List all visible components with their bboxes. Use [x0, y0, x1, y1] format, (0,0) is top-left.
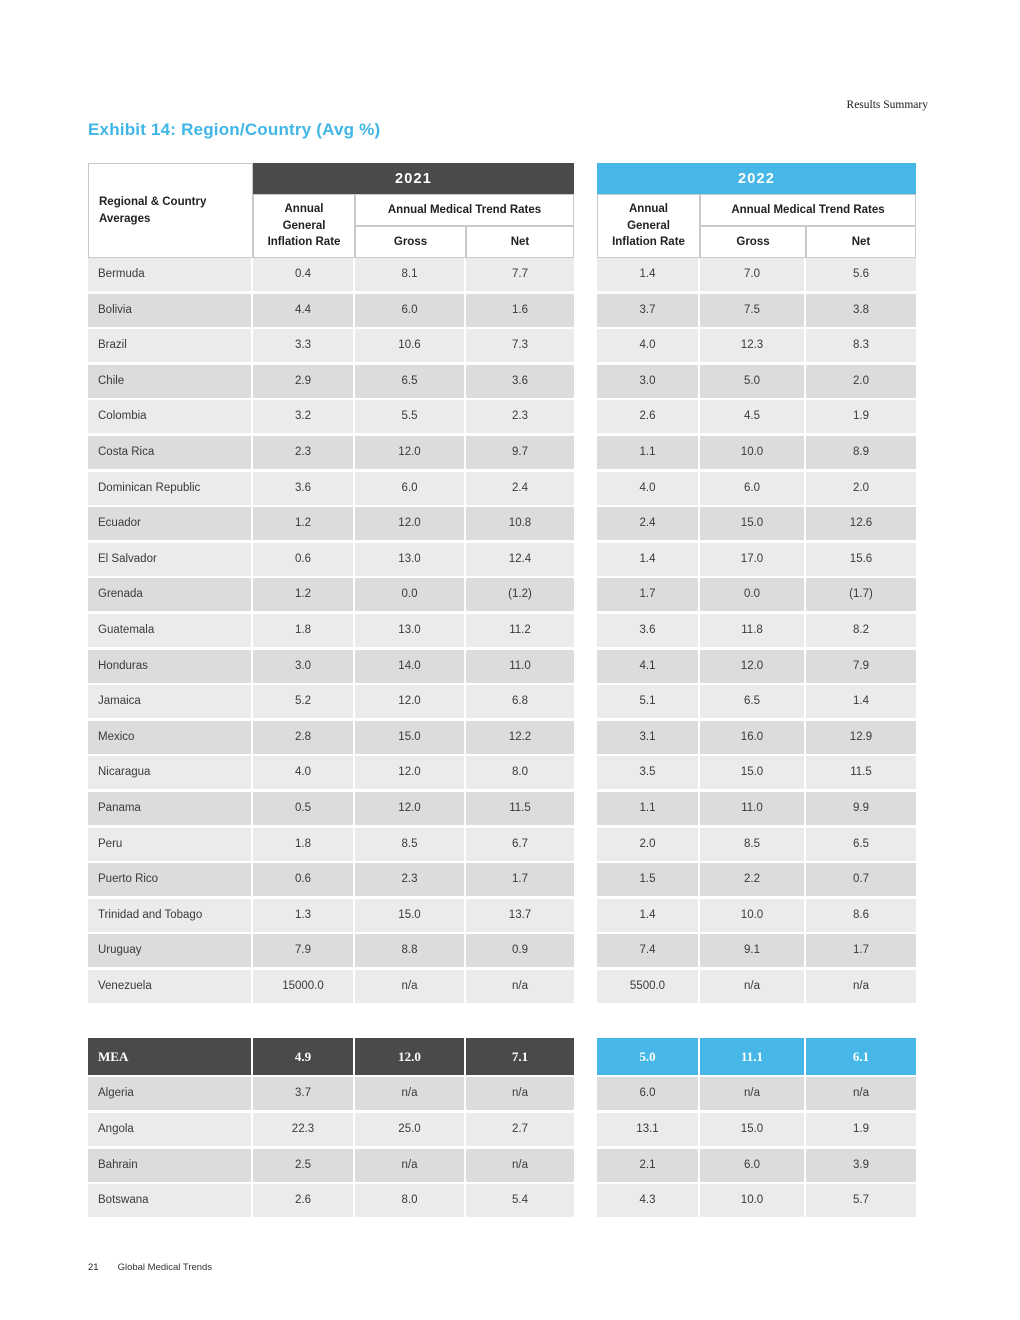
value-cell: 2.1 — [597, 1149, 700, 1182]
country-cell: Venezuela — [88, 970, 253, 1003]
value-cell: 1.4 — [597, 258, 700, 291]
value-cell: 3.7 — [597, 294, 700, 327]
value-cell: 12.0 — [355, 1038, 466, 1075]
country-cell: Jamaica — [88, 685, 253, 718]
value-cell: 12.9 — [806, 721, 916, 754]
value-cell: 9.1 — [700, 934, 806, 967]
value-cell: 4.5 — [700, 400, 806, 433]
value-cell: 12.0 — [355, 756, 466, 789]
value-cell: n/a — [700, 1077, 806, 1110]
value-cell: 2.5 — [253, 1149, 355, 1182]
value-cell: 7.1 — [466, 1038, 574, 1075]
value-cell: 6.0 — [355, 472, 466, 505]
table-row — [88, 899, 916, 932]
value-cell: 6.8 — [466, 685, 574, 718]
value-cell: n/a — [806, 1077, 916, 1110]
value-cell: 7.4 — [597, 934, 700, 967]
value-cell: 12.2 — [466, 721, 574, 754]
value-cell: 2.4 — [466, 472, 574, 505]
table-gap — [574, 543, 597, 576]
table-gap — [574, 650, 597, 683]
value-cell: n/a — [355, 1077, 466, 1110]
value-cell: 7.3 — [466, 329, 574, 362]
value-cell: 8.1 — [355, 258, 466, 291]
trend-header-2022: Annual Medical Trend Rates — [700, 194, 916, 226]
table-row — [88, 756, 916, 789]
inflation-header-2022: Annual General Inflation Rate — [597, 194, 700, 258]
table-row — [88, 1113, 916, 1146]
table-row — [88, 365, 916, 398]
country-cell: Bolivia — [88, 294, 253, 327]
table-gap — [574, 970, 597, 1003]
country-cell: Guatemala — [88, 614, 253, 647]
value-cell: 15.0 — [355, 721, 466, 754]
value-cell: 4.3 — [597, 1184, 700, 1217]
value-cell: 5500.0 — [597, 970, 700, 1003]
value-cell: 1.4 — [597, 899, 700, 932]
value-cell: 11.5 — [466, 792, 574, 825]
value-cell: n/a — [466, 970, 574, 1003]
table-row — [88, 329, 916, 362]
value-cell: 1.7 — [806, 934, 916, 967]
table-row — [88, 1077, 916, 1110]
value-cell: (1.7) — [806, 578, 916, 611]
value-cell: 4.0 — [597, 472, 700, 505]
value-cell: 10.6 — [355, 329, 466, 362]
value-cell: 2.3 — [253, 436, 355, 469]
gross-header-2021: Gross — [355, 226, 466, 258]
value-cell: 7.0 — [700, 258, 806, 291]
country-cell: Bermuda — [88, 258, 253, 291]
value-cell: 1.5 — [597, 863, 700, 896]
value-cell: 2.8 — [253, 721, 355, 754]
value-cell: 0.6 — [253, 863, 355, 896]
value-cell: 12.0 — [355, 685, 466, 718]
table-gap — [574, 472, 597, 505]
value-cell: 1.6 — [466, 294, 574, 327]
table-gap — [574, 578, 597, 611]
value-cell: 25.0 — [355, 1113, 466, 1146]
table-row — [88, 934, 916, 967]
value-cell: n/a — [466, 1077, 574, 1110]
value-cell: 17.0 — [700, 543, 806, 576]
value-cell: 7.9 — [806, 650, 916, 683]
value-cell: 22.3 — [253, 1113, 355, 1146]
value-cell: 0.0 — [700, 578, 806, 611]
value-cell: 2.0 — [597, 828, 700, 861]
table-header — [88, 163, 916, 258]
value-cell: 6.1 — [806, 1038, 916, 1075]
value-cell: 6.7 — [466, 828, 574, 861]
table-row — [88, 1184, 916, 1217]
value-cell: 0.0 — [355, 578, 466, 611]
value-cell: 5.6 — [806, 258, 916, 291]
country-cell: Ecuador — [88, 507, 253, 540]
value-cell: 8.9 — [806, 436, 916, 469]
value-cell: 3.6 — [597, 614, 700, 647]
section-label: Results Summary — [846, 99, 928, 111]
value-cell: 0.7 — [806, 863, 916, 896]
value-cell: 1.1 — [597, 436, 700, 469]
value-cell: 2.6 — [597, 400, 700, 433]
value-cell: 11.8 — [700, 614, 806, 647]
value-cell: 3.3 — [253, 329, 355, 362]
country-cell: Uruguay — [88, 934, 253, 967]
value-cell: 8.5 — [700, 828, 806, 861]
value-cell: 15.0 — [700, 756, 806, 789]
value-cell: 8.0 — [355, 1184, 466, 1217]
value-cell: 3.6 — [253, 472, 355, 505]
table-gap — [574, 756, 597, 789]
value-cell: 3.9 — [806, 1149, 916, 1182]
value-cell: (1.2) — [466, 578, 574, 611]
page-footer — [88, 1262, 212, 1273]
value-cell: 1.9 — [806, 400, 916, 433]
table-gap — [574, 507, 597, 540]
value-cell: 5.7 — [806, 1184, 916, 1217]
table-gap — [574, 1184, 597, 1217]
value-cell: 4.4 — [253, 294, 355, 327]
country-cell: Costa Rica — [88, 436, 253, 469]
value-cell: 5.0 — [700, 365, 806, 398]
table-row — [88, 578, 916, 611]
country-cell: Grenada — [88, 578, 253, 611]
value-cell: 2.9 — [253, 365, 355, 398]
value-cell: 10.0 — [700, 899, 806, 932]
table-row — [88, 685, 916, 718]
value-cell: 1.7 — [597, 578, 700, 611]
value-cell: 5.0 — [597, 1038, 700, 1075]
value-cell: 13.7 — [466, 899, 574, 932]
value-cell: 2.4 — [597, 507, 700, 540]
mea-country-rows — [88, 1077, 916, 1217]
value-cell: 7.9 — [253, 934, 355, 967]
value-cell: 7.5 — [700, 294, 806, 327]
value-cell: 3.7 — [253, 1077, 355, 1110]
value-cell: 11.5 — [806, 756, 916, 789]
value-cell: 2.3 — [355, 863, 466, 896]
table-row — [88, 294, 916, 327]
table-gap — [574, 828, 597, 861]
country-cell: Colombia — [88, 400, 253, 433]
value-cell: 8.8 — [355, 934, 466, 967]
value-cell: 1.1 — [597, 792, 700, 825]
value-cell: 3.5 — [597, 756, 700, 789]
value-cell: 3.1 — [597, 721, 700, 754]
country-cell: Peru — [88, 828, 253, 861]
table-row — [88, 863, 916, 896]
year-banner-2022: 2022 — [597, 163, 916, 194]
value-cell: 1.2 — [253, 578, 355, 611]
table-row — [88, 792, 916, 825]
table-gap — [574, 899, 597, 932]
value-cell: 15.0 — [700, 1113, 806, 1146]
net-header-2021: Net — [466, 226, 574, 258]
value-cell: 10.8 — [466, 507, 574, 540]
value-cell: 6.0 — [355, 294, 466, 327]
table-row — [88, 543, 916, 576]
value-cell: 12.0 — [355, 507, 466, 540]
value-cell: 6.0 — [700, 1149, 806, 1182]
value-cell: 11.1 — [700, 1038, 806, 1075]
country-cell: Trinidad and Tobago — [88, 899, 253, 932]
table-gap — [574, 329, 597, 362]
year-banner-2021: 2021 — [253, 163, 574, 194]
value-cell: 11.2 — [466, 614, 574, 647]
value-cell: 6.5 — [700, 685, 806, 718]
value-cell: 7.7 — [466, 258, 574, 291]
country-cell: Angola — [88, 1113, 253, 1146]
mea-summary-row — [88, 1038, 916, 1075]
value-cell: 4.0 — [253, 756, 355, 789]
page-number: 21 — [88, 1262, 99, 1273]
row-header-cell: Regional & Country Averages — [88, 163, 253, 258]
table-gap — [574, 1149, 597, 1182]
value-cell: 11.0 — [466, 650, 574, 683]
value-cell: 5.5 — [355, 400, 466, 433]
value-cell: 5.2 — [253, 685, 355, 718]
value-cell: 2.7 — [466, 1113, 574, 1146]
value-cell: 15.0 — [700, 507, 806, 540]
country-cell: Algeria — [88, 1077, 253, 1110]
value-cell: 2.0 — [806, 472, 916, 505]
value-cell: n/a — [806, 970, 916, 1003]
value-cell: 0.5 — [253, 792, 355, 825]
table-row — [88, 472, 916, 505]
country-cell: Nicaragua — [88, 756, 253, 789]
table-row — [88, 507, 916, 540]
value-cell: 1.4 — [597, 543, 700, 576]
value-cell: 2.3 — [466, 400, 574, 433]
value-cell: 10.0 — [700, 436, 806, 469]
value-cell: 3.0 — [253, 650, 355, 683]
value-cell: 4.1 — [597, 650, 700, 683]
value-cell: 1.8 — [253, 614, 355, 647]
value-cell: 2.0 — [806, 365, 916, 398]
table-gap — [574, 258, 597, 291]
value-cell: 3.0 — [597, 365, 700, 398]
value-cell: 4.9 — [253, 1038, 355, 1075]
value-cell: 10.0 — [700, 1184, 806, 1217]
value-cell: 8.6 — [806, 899, 916, 932]
value-cell: 3.6 — [466, 365, 574, 398]
value-cell: n/a — [355, 1149, 466, 1182]
value-cell: 6.5 — [806, 828, 916, 861]
gross-header-2022: Gross — [700, 226, 806, 258]
value-cell: 15.6 — [806, 543, 916, 576]
value-cell: 14.0 — [355, 650, 466, 683]
value-cell: 0.4 — [253, 258, 355, 291]
value-cell: 9.7 — [466, 436, 574, 469]
value-cell: 13.0 — [355, 614, 466, 647]
table-row — [88, 1149, 916, 1182]
value-cell: 8.0 — [466, 756, 574, 789]
value-cell: 2.6 — [253, 1184, 355, 1217]
country-cell: Brazil — [88, 329, 253, 362]
table-gap — [574, 1077, 597, 1110]
exhibit-table — [88, 163, 916, 1220]
value-cell: 13.0 — [355, 543, 466, 576]
table-row — [88, 721, 916, 754]
value-cell: 5.1 — [597, 685, 700, 718]
table-row — [88, 400, 916, 433]
table-row — [88, 436, 916, 469]
table-row — [88, 258, 916, 291]
region-label: MEA — [88, 1038, 253, 1075]
value-cell: 1.9 — [806, 1113, 916, 1146]
table-row — [88, 828, 916, 861]
value-cell: 1.2 — [253, 507, 355, 540]
value-cell: 1.8 — [253, 828, 355, 861]
value-cell: 1.7 — [466, 863, 574, 896]
country-rows — [88, 258, 916, 1003]
country-cell: Puerto Rico — [88, 863, 253, 896]
value-cell: 5.4 — [466, 1184, 574, 1217]
net-header-2022: Net — [806, 226, 916, 258]
table-gap — [574, 1038, 597, 1075]
value-cell: 11.0 — [700, 792, 806, 825]
value-cell: 15.0 — [355, 899, 466, 932]
value-cell: n/a — [700, 970, 806, 1003]
value-cell: 8.3 — [806, 329, 916, 362]
country-cell: Honduras — [88, 650, 253, 683]
value-cell: 3.2 — [253, 400, 355, 433]
value-cell: 12.6 — [806, 507, 916, 540]
value-cell: 2.2 — [700, 863, 806, 896]
value-cell: 8.2 — [806, 614, 916, 647]
country-cell: Botswana — [88, 1184, 253, 1217]
table-gap — [574, 400, 597, 433]
table-gap — [574, 436, 597, 469]
value-cell: 0.9 — [466, 934, 574, 967]
table-gap — [574, 863, 597, 896]
trend-header-2021: Annual Medical Trend Rates — [355, 194, 574, 226]
table-gap — [574, 1113, 597, 1146]
table-gap — [574, 685, 597, 718]
value-cell: 4.0 — [597, 329, 700, 362]
table-gap — [574, 792, 597, 825]
inflation-header-2021: Annual General Inflation Rate — [253, 194, 355, 258]
country-cell: Chile — [88, 365, 253, 398]
value-cell: 6.0 — [597, 1077, 700, 1110]
value-cell: 16.0 — [700, 721, 806, 754]
value-cell: 9.9 — [806, 792, 916, 825]
value-cell: 6.0 — [700, 472, 806, 505]
exhibit-title: Exhibit 14: Region/Country (Avg %) — [88, 120, 381, 139]
value-cell: 8.5 — [355, 828, 466, 861]
document-title: Global Medical Trends — [117, 1262, 213, 1273]
country-cell: Mexico — [88, 721, 253, 754]
value-cell: 1.4 — [806, 685, 916, 718]
value-cell: 0.6 — [253, 543, 355, 576]
value-cell: n/a — [355, 970, 466, 1003]
value-cell: 12.4 — [466, 543, 574, 576]
table-gap — [574, 934, 597, 967]
country-cell: El Salvador — [88, 543, 253, 576]
value-cell: 12.0 — [355, 436, 466, 469]
value-cell: 12.3 — [700, 329, 806, 362]
table-gap — [574, 294, 597, 327]
value-cell: 12.0 — [700, 650, 806, 683]
value-cell: 12.0 — [355, 792, 466, 825]
table-gap — [574, 721, 597, 754]
value-cell: 3.8 — [806, 294, 916, 327]
country-cell: Dominican Republic — [88, 472, 253, 505]
table-row — [88, 650, 916, 683]
country-cell: Panama — [88, 792, 253, 825]
table-row — [88, 970, 916, 1003]
country-cell: Bahrain — [88, 1149, 253, 1182]
value-cell: 1.3 — [253, 899, 355, 932]
table-row — [88, 614, 916, 647]
value-cell: 15000.0 — [253, 970, 355, 1003]
value-cell: 13.1 — [597, 1113, 700, 1146]
table-gap — [574, 614, 597, 647]
table-gap — [574, 365, 597, 398]
value-cell: n/a — [466, 1149, 574, 1182]
value-cell: 6.5 — [355, 365, 466, 398]
